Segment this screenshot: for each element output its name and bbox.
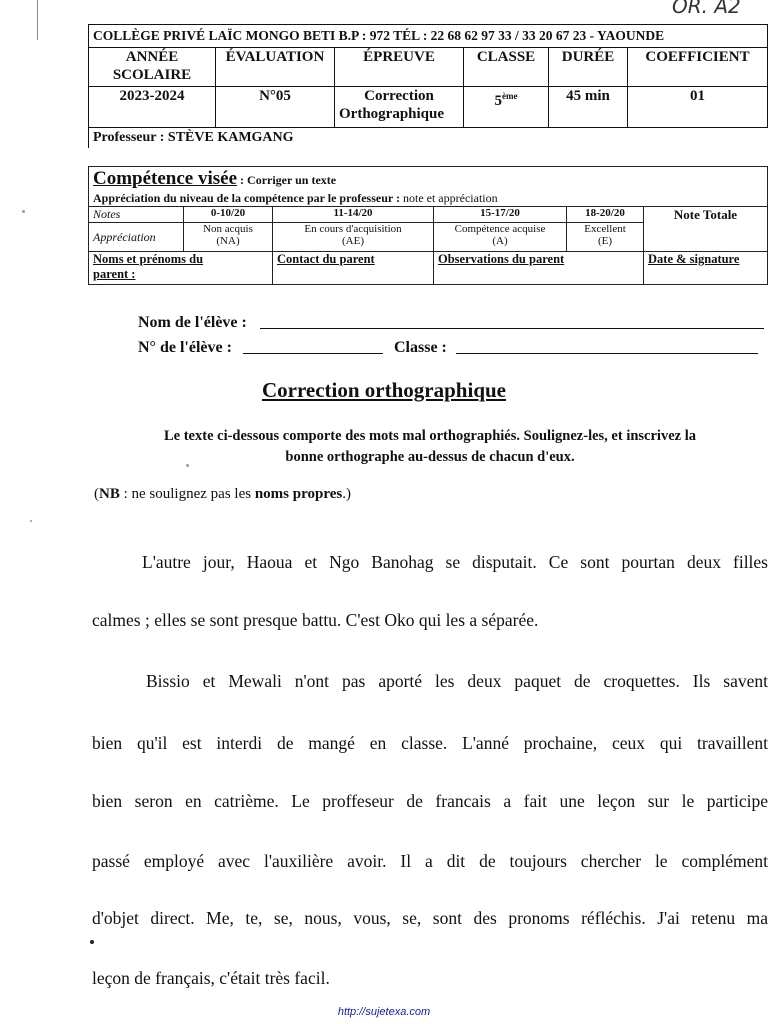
header-evaluation: ÉVALUATION: [216, 48, 335, 87]
header-annee-line2: SCOLAIRE: [112, 67, 192, 83]
nb-label: NB: [99, 486, 120, 502]
nb-open: (: [94, 486, 99, 502]
scan-speck: [90, 940, 94, 944]
note-totale: Note Totale: [644, 207, 768, 252]
parent-name-line1: Noms et prénoms du: [93, 252, 204, 266]
level-a: [434, 223, 567, 252]
text-line: d'objet direct. Me, te, se, nous, vous, se, sont des pronoms réfléchis. J'ai retenu ma: [92, 908, 768, 928]
level-ae-name: En cours d'acquisition: [304, 223, 402, 235]
range-1: 11-14/20: [273, 207, 434, 223]
student-class-label: Classe :: [394, 339, 447, 356]
student-name-label: Nom de l'élève :: [138, 314, 247, 331]
nb-close: .): [342, 486, 351, 502]
nb-note: [94, 486, 351, 503]
competence-title-sep: :: [237, 173, 248, 187]
student-number-field[interactable]: [243, 353, 383, 354]
level-e: [567, 223, 644, 252]
value-coefficient: 01: [628, 87, 768, 128]
value-classe-sup: ème: [502, 91, 518, 101]
range-2: 15-17/20: [434, 207, 567, 223]
date-signature-cell: [644, 252, 768, 285]
appreciation-label: Appréciation: [89, 223, 184, 252]
value-evaluation: N°05: [216, 87, 335, 128]
header-annee: [89, 48, 216, 87]
level-e-abbr: (E): [597, 235, 613, 247]
professor-name: Professeur : STÈVE KAMGANG: [89, 128, 768, 149]
nb-emphasis: noms propres: [254, 486, 343, 502]
competence-title-row: [89, 167, 768, 192]
text-line: L'autre jour, Haoua et Ngo Banohag se disputait. Ce sont pourtan deux filles: [142, 552, 768, 572]
value-epreuve-line2: Orthographique: [339, 106, 445, 122]
competence-subtitle: Corriger un texte: [247, 173, 337, 187]
level-na: [184, 223, 273, 252]
text-line: bien seron en catrième. Le proffeseur de francais a fait une leçon sur le participe: [92, 791, 768, 811]
value-epreuve-line1: Correction: [364, 88, 434, 104]
student-number-label: N° de l'élève :: [138, 339, 232, 356]
level-na-abbr: (NA): [216, 235, 240, 247]
competence-title: Compétence visée: [93, 168, 238, 189]
handwritten-mark: OR. A2: [672, 0, 741, 18]
level-a-name: Compétence acquise: [454, 223, 546, 235]
notes-label: Notes: [89, 207, 184, 223]
school-header-table: [88, 24, 768, 148]
text-line: leçon de français, c'était très facil.: [92, 968, 330, 988]
parent-name-line2: parent :: [93, 267, 136, 281]
appreciation-heading-bold: Appréciation du niveau de la compétence par le professeur :: [93, 191, 400, 205]
exercise-instruction: [90, 426, 768, 468]
level-a-abbr: (A): [492, 235, 508, 247]
level-e-name: Excellent: [584, 223, 626, 235]
text-line: bien qu'il est interdi de mangé en classe. L'anné prochaine, ceux qui travaillent: [92, 733, 768, 753]
parent-contact-cell: [273, 252, 434, 285]
header-classe: CLASSE: [464, 48, 549, 87]
scan-margin-mark: [37, 0, 38, 40]
level-ae: [273, 223, 434, 252]
nb-text: : ne soulignez pas les: [119, 486, 255, 502]
range-0: 0-10/20: [184, 207, 273, 223]
exercise-heading: Correction orthographique: [261, 378, 506, 402]
value-classe-num: 5: [494, 93, 502, 109]
value-epreuve: [335, 87, 464, 128]
scan-speck: [30, 520, 32, 522]
text-line: calmes ; elles se sont presque battu. C'est Oko qui les a séparée.: [92, 610, 539, 630]
level-na-name: Non acquis: [203, 223, 253, 235]
footer-link[interactable]: http://sujetexa.com: [337, 1006, 431, 1018]
parent-observations-label: Observations du parent: [438, 252, 565, 266]
instruction-line1: Le texte ci-dessous comporte des mots mal orthographiés. Soulignez-les, et inscrivez la: [164, 428, 696, 444]
date-signature-label: Date & signature: [648, 252, 740, 266]
appreciation-heading-rest: note et appréciation: [399, 191, 498, 205]
header-duree: DURÉE: [549, 48, 628, 87]
text-line: Bissio et Mewali n'ont pas aporté les deux paquet de croquettes. Ils savent: [146, 671, 768, 691]
parent-contact-label: Contact du parent: [277, 252, 375, 266]
value-classe: [464, 87, 549, 128]
student-name-field[interactable]: [260, 328, 764, 329]
level-ae-abbr: (AE): [342, 235, 364, 247]
range-3: 18-20/20: [567, 207, 644, 223]
header-coefficient: COEFFICIENT: [628, 48, 768, 87]
school-title: COLLÈGE PRIVÉ LAÏC MONGO BETI B.P : 972 TÉL : 22 68 62 97 33 / 33 20 67 23 - YAOUNDE: [89, 25, 768, 48]
header-annee-line1: ANNÉE: [125, 49, 179, 65]
text-line: passé employé avec l'auxilière avoir. Il a dit de toujours chercher le complément: [92, 851, 768, 871]
appreciation-heading: [89, 191, 768, 207]
parent-name-cell: [89, 252, 273, 285]
value-duree: 45 min: [549, 87, 628, 128]
value-annee: 2023-2024: [89, 87, 216, 128]
student-class-field[interactable]: [456, 353, 758, 354]
instruction-line2: bonne orthographe au-dessus de chacun d'eux.: [285, 449, 575, 465]
parent-observations-cell: [434, 252, 644, 285]
scan-speck: [22, 210, 25, 213]
header-epreuve: ÉPREUVE: [335, 48, 464, 87]
competence-table: [88, 166, 768, 285]
